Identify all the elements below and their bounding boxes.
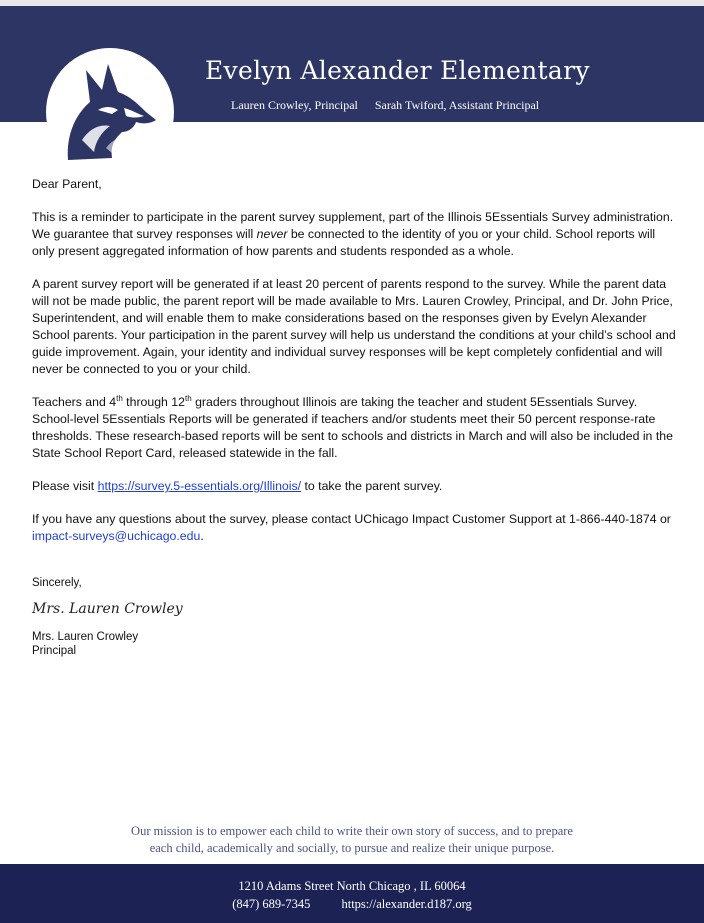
paragraph-5: If you have any questions about the survey, please contact UChicago Impact Customer Support at 1-866-440-1874 or impact-surveys@uchicago.edu. <box>32 512 671 543</box>
principal-name: Lauren Crowley, Principal <box>231 98 358 112</box>
mission-line-2: each child, academically and socially, to pursue and realize their unique purpose. <box>149 841 555 855</box>
closing: Sincerely, <box>32 577 82 589</box>
survey-link[interactable]: https://survey.5-essentials.org/Illinois/ <box>97 479 302 493</box>
greeting: Dear Parent, <box>32 177 102 191</box>
footer-contact <box>0 897 704 912</box>
paragraph-1: This is a reminder to participate in the parent survey supplement, part of the Illinois 5Essentials Survey administration. We guarantee that survey responses will never be connected to the identity of you or your child. School reports will only present aggregated information of how parents and students responded as a whole. <box>32 210 674 258</box>
school-phone: (847) 689-7345 <box>232 897 311 911</box>
signer-block <box>32 630 138 658</box>
assistant-principal-name: Sarah Twiford, Assistant Principal <box>374 98 540 112</box>
school-website[interactable]: https://alexander.d187.org <box>341 897 472 911</box>
school-name: Evelyn Alexander Elementary <box>205 56 590 85</box>
mission-line-1: Our mission is to empower each child to write their own story of success, and to prepare <box>131 824 573 838</box>
handwritten-signature: Mrs. Lauren Crowley <box>32 601 183 617</box>
support-email[interactable]: impact-surveys@uchicago.edu <box>32 529 201 543</box>
letter-body <box>32 176 680 561</box>
paragraph-3: Teachers and 4th through 12th graders throughout Illinois are taking the teacher and student 5Essentials Survey. School-level 5Essentials Reports will be generated if teachers and/or students meet their 50 percent response-rate thresholds. These research-based reports will be sent to schools and districts in March and will also be included in the State School Report Card, released statewide in the fall. <box>32 393 673 460</box>
husky-logo-icon <box>46 48 174 176</box>
school-address: 1210 Adams Street North Chicago , IL 60064 <box>238 879 466 893</box>
signer-name: Mrs. Lauren Crowley <box>32 631 139 643</box>
footer-banner <box>0 864 704 923</box>
mission-statement <box>60 823 644 857</box>
staff-line <box>231 98 553 113</box>
paragraph-4: Please visit https://survey.5-essentials.org/Illinois/ to take the parent survey. <box>32 479 443 493</box>
paragraph-2: A parent survey report will be generated if at least 20 percent of parents respond to the survey. While the parent data will not be made public, the parent report will be made available to Mrs. Lauren Crowley, Principal, and Dr. John Price, Superintendent, and will enable them to make considerations based on the responses given by Evelyn Alexander School parents. Your participation in the parent survey will help us understand the conditions at your child’s school and guide improvement. Again, your identity and individual survey responses will be kept completely confidential and will never be connected to you or your child. <box>32 277 676 376</box>
signer-title: Principal <box>32 645 77 657</box>
